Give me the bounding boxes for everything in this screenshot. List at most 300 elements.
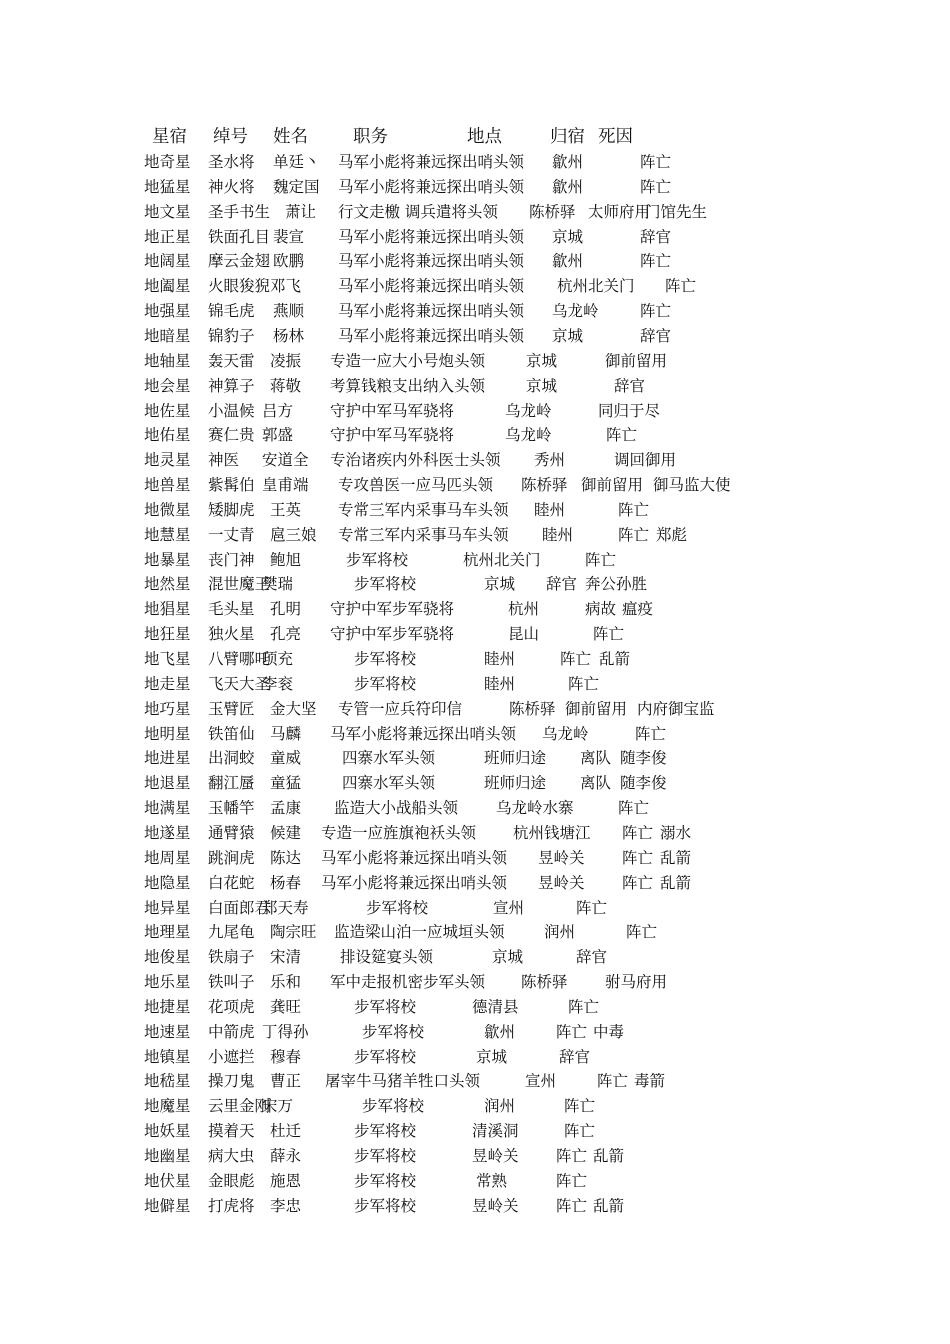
row-nickname: 丧门神	[208, 550, 255, 569]
row-nickname: 神火将	[208, 177, 255, 196]
table-row	[0, 871, 950, 895]
row-cause: 乱箭	[599, 650, 631, 668]
row-fate: 离队	[580, 774, 612, 793]
row-duty: 马军小彪将兼远探出哨头领	[330, 724, 517, 743]
row-nickname: 金眼彪	[208, 1171, 255, 1190]
row-duty: 监造梁山泊一应城垣头领	[334, 923, 505, 942]
row-duty: 专造一应大小号炮头领	[330, 351, 486, 370]
row-place: 睦州	[484, 674, 516, 693]
row-duty: 四寨水军头领	[342, 749, 436, 768]
row-name: 童威	[270, 749, 302, 768]
table-row	[0, 1094, 950, 1118]
row-nickname: 小温候	[208, 401, 255, 420]
row-star: 地僻星	[144, 1196, 191, 1215]
row-nickname: 锦毛虎	[208, 302, 255, 321]
table-row	[0, 995, 950, 1019]
row-fate: 病故	[585, 600, 617, 619]
row-nickname: 飞天大圣	[208, 674, 271, 693]
row-duty: 步军将校	[366, 898, 429, 917]
row-duty: 步军将校	[354, 575, 417, 594]
row-place: 京城	[552, 326, 584, 345]
row-place: 润州	[544, 923, 576, 942]
row-star: 地奇星	[144, 153, 191, 171]
row-duty: 马军小彪将兼远探出哨头领	[338, 227, 525, 246]
row-name: 宋清	[270, 948, 302, 967]
row-nickname: 出洞蛟	[208, 749, 255, 768]
row-nickname: 白面郎君	[208, 898, 271, 917]
row-star: 地灵星	[144, 451, 191, 470]
row-fate: 阵亡	[665, 277, 697, 296]
row-cause: 中毒	[593, 1022, 625, 1041]
row-place: 京城	[526, 376, 558, 395]
row-place: 乌龙岭水寨	[496, 799, 574, 818]
row-nickname: 玉幡竿	[208, 799, 255, 818]
table-row	[0, 597, 950, 621]
row-star: 地微星	[144, 500, 191, 519]
table-row	[0, 647, 950, 671]
table-row	[0, 771, 950, 795]
table-row	[0, 746, 950, 770]
row-place: 歙州	[552, 153, 584, 171]
table-row	[0, 1069, 950, 1093]
row-place: 京城	[484, 575, 516, 594]
row-nickname: 病大虫	[208, 1147, 255, 1165]
row-duty: 马军小彪将兼远探出哨头领	[321, 848, 508, 867]
table-row	[0, 225, 950, 249]
row-fate: 阵亡	[556, 1196, 588, 1215]
row-fate: 阵亡	[640, 177, 672, 196]
table-row	[0, 374, 950, 398]
row-duty: 步军将校	[354, 674, 417, 693]
row-nickname: 紫髯伯	[208, 476, 255, 495]
row-name: 金大坚	[270, 699, 317, 718]
row-star: 地捷星	[144, 997, 191, 1016]
row-duty: 专治诸疾内外科医士头领	[330, 451, 501, 470]
row-star: 地正星	[144, 227, 191, 246]
row-name: 安道全	[262, 451, 309, 470]
row-name: 吕方	[262, 401, 294, 420]
row-name: 邓飞	[270, 277, 302, 296]
table-row	[0, 672, 950, 696]
row-nickname: 毛头星	[208, 600, 255, 619]
table-row	[0, 399, 950, 423]
row-nickname: 轰天雷	[208, 351, 255, 370]
row-fate: 阵亡	[576, 898, 608, 917]
row-place: 睦州	[484, 650, 516, 668]
row-place: 歙州	[552, 177, 584, 196]
table-row	[0, 1045, 950, 1069]
row-fate: 阵亡	[640, 252, 672, 271]
table-row	[0, 622, 950, 646]
row-place: 杭州北关门	[463, 550, 541, 569]
row-nickname: 矮脚虎	[208, 500, 255, 519]
row-fate: 阵亡	[585, 550, 617, 569]
row-cause: 随李俊	[620, 749, 667, 768]
row-name: 王英	[270, 500, 302, 519]
row-name: 裴宣	[273, 227, 305, 246]
row-duty: 马军小彪将兼远探出哨头领	[338, 302, 525, 321]
row-duty: 屠宰牛马猪羊牲口头领	[325, 1072, 481, 1091]
row-star: 地飞星	[144, 650, 191, 668]
row-star: 地狂星	[144, 625, 191, 644]
row-fate: 阵亡	[622, 848, 654, 867]
table-row	[0, 697, 950, 721]
row-duty: 军中走报机密步军头领	[330, 973, 486, 992]
row-fate: 辞官	[559, 1047, 591, 1066]
table-header	[0, 125, 950, 149]
table-row	[0, 200, 950, 224]
row-nickname: 打虎将	[208, 1196, 255, 1215]
row-cause: 随李俊	[620, 774, 667, 793]
row-duty: 马军小彪将兼远探出哨头领	[338, 153, 525, 171]
table-row	[0, 548, 950, 572]
row-name: 乐和	[270, 973, 302, 992]
row-duty: 马军小彪将兼远探出哨头领	[321, 873, 508, 892]
row-cause: 郑彪	[656, 525, 688, 544]
header-cell: 职务	[353, 127, 388, 147]
row-place: 杭州钱塘江	[513, 823, 591, 842]
row-fate: 辞官	[640, 227, 672, 246]
row-star: 地兽星	[144, 476, 191, 495]
row-name: 宋万	[262, 1097, 294, 1116]
row-place: 宣州	[525, 1072, 557, 1091]
row-name: 杜迁	[270, 1122, 302, 1141]
row-place: 陈桥驿	[521, 476, 568, 495]
header-cell: 归宿	[550, 127, 585, 147]
row-star: 地嵇星	[144, 1072, 191, 1091]
row-star: 地轴星	[144, 351, 191, 370]
table-row	[0, 1020, 950, 1044]
row-name: 郑天寿	[262, 898, 309, 917]
row-star: 地妖星	[144, 1122, 191, 1141]
table-row	[0, 896, 950, 920]
row-place: 歙州	[552, 252, 584, 271]
row-fate: 辞官	[614, 376, 646, 395]
row-place: 德清县	[472, 997, 519, 1016]
row-fate: 阵亡	[626, 923, 658, 942]
row-name: 龚旺	[270, 997, 302, 1016]
row-name: 童猛	[270, 774, 302, 793]
row-cause: 奔公孙胜	[585, 575, 648, 594]
row-place: 乌龙岭	[552, 302, 599, 321]
row-name: 陈达	[270, 848, 302, 867]
row-fate: 离队	[580, 749, 612, 768]
row-duty: 专管一应兵符印信	[338, 699, 463, 718]
row-nickname: 九尾龟	[208, 923, 255, 942]
row-place: 昱岭关	[538, 873, 585, 892]
row-cause: 毒箭	[634, 1072, 666, 1091]
row-nickname: 通臂猿	[208, 823, 255, 842]
row-fate: 阵亡	[556, 1171, 588, 1190]
row-place: 杭州	[508, 600, 540, 619]
row-fate: 阵亡	[606, 426, 638, 445]
row-star: 地俊星	[144, 948, 191, 967]
row-name: 魏定国	[273, 177, 320, 196]
header-cell: 死因	[598, 127, 633, 147]
row-nickname: 操刀鬼	[208, 1072, 255, 1091]
row-place: 昆山	[508, 625, 540, 644]
row-star: 地暗星	[144, 326, 191, 345]
row-fate: 调回御用	[614, 451, 677, 470]
row-name: 项充	[262, 650, 294, 668]
row-fate: 阵亡	[622, 873, 654, 892]
row-nickname: 一丈青	[208, 525, 255, 544]
row-duty: 守护中军马军骁将	[330, 401, 455, 420]
row-nickname: 云里金刚	[208, 1097, 271, 1116]
row-name: 穆春	[270, 1047, 302, 1066]
table-row	[0, 920, 950, 944]
row-name: 扈三娘	[270, 525, 317, 544]
row-nickname: 玉臂匠	[208, 699, 255, 718]
row-fate: 太师府用	[588, 202, 651, 221]
row-star: 地然星	[144, 575, 191, 594]
table-row	[0, 796, 950, 820]
row-fate: 阵亡	[618, 525, 650, 544]
row-place: 乌龙岭	[505, 426, 552, 445]
row-duty: 步军将校	[354, 1147, 417, 1165]
row-fate: 阵亡	[568, 997, 600, 1016]
row-place: 乌龙岭	[542, 724, 589, 743]
row-duty: 步军将校	[354, 1171, 417, 1190]
row-duty: 马军小彪将兼远探出哨头领	[338, 277, 525, 296]
row-place: 杭州北关门	[557, 277, 635, 296]
table-row	[0, 945, 950, 969]
row-place: 清溪洞	[472, 1122, 519, 1141]
row-nickname: 翻江蜃	[208, 774, 255, 793]
table-row	[0, 970, 950, 994]
row-fate: 阵亡	[618, 500, 650, 519]
row-star: 地伏星	[144, 1171, 191, 1190]
row-fate: 阵亡	[568, 674, 600, 693]
row-duty: 专常三军内采事马车头领	[338, 525, 509, 544]
row-duty: 步军将校	[346, 550, 409, 569]
row-place: 昱岭关	[538, 848, 585, 867]
row-nickname: 中箭虎	[208, 1022, 255, 1041]
row-duty: 马军小彪将兼远探出哨头领	[338, 177, 525, 196]
row-nickname: 花项虎	[208, 997, 255, 1016]
row-fate: 御前留用	[581, 476, 644, 495]
table-row	[0, 299, 950, 323]
row-star: 地乐星	[144, 973, 191, 992]
row-fate: 阵亡	[593, 625, 625, 644]
row-duty: 步军将校	[362, 1097, 425, 1116]
row-duty: 监造大小战船头领	[334, 799, 459, 818]
row-place: 京城	[552, 227, 584, 246]
row-duty: 步军将校	[354, 1047, 417, 1066]
row-fate: 阵亡	[556, 1147, 588, 1165]
row-fate: 阵亡	[564, 1122, 596, 1141]
row-star: 地异星	[144, 898, 191, 917]
row-nickname: 神医	[208, 451, 240, 470]
table-row	[0, 423, 950, 447]
row-name: 樊瑞	[262, 575, 294, 594]
row-name: 欧鹏	[273, 252, 305, 271]
row-duty: 步军将校	[354, 650, 417, 668]
row-cause: 乱箭	[660, 873, 692, 892]
row-name: 孔亮	[270, 625, 302, 644]
row-cause: 门馆先生	[645, 202, 708, 221]
row-duty: 马军小彪将兼远探出哨头领	[338, 326, 525, 345]
row-nickname: 白花蛇	[208, 873, 255, 892]
row-star: 地会星	[144, 376, 191, 395]
row-star: 地慧星	[144, 525, 191, 544]
row-nickname: 圣手书生	[208, 202, 271, 221]
row-duty: 马军小彪将兼远探出哨头领	[338, 252, 525, 271]
row-name: 燕顺	[273, 302, 305, 321]
row-place: 京城	[476, 1047, 508, 1066]
row-nickname: 跳涧虎	[208, 848, 255, 867]
row-nickname: 摩云金翅	[208, 252, 271, 271]
row-star: 地速星	[144, 1022, 191, 1041]
header-cell: 地点	[467, 127, 502, 147]
row-place: 京城	[526, 351, 558, 370]
table-row	[0, 324, 950, 348]
row-place: 班师归途	[484, 774, 547, 793]
row-nickname: 铁扇子	[208, 948, 255, 967]
header-cell: 姓名	[273, 127, 308, 147]
row-star: 地阔星	[144, 252, 191, 271]
row-star: 地巧星	[144, 699, 191, 718]
table-row	[0, 1119, 950, 1143]
row-name: 杨春	[270, 873, 302, 892]
table-row	[0, 498, 950, 522]
row-fate: 阵亡	[622, 823, 654, 842]
row-duty: 步军将校	[354, 1196, 417, 1215]
table-row	[0, 175, 950, 199]
row-place: 陈桥驿	[509, 699, 556, 718]
row-duty: 守护中军步军骁将	[330, 625, 455, 644]
row-fate: 御前留用	[605, 351, 668, 370]
row-fate: 阵亡	[635, 724, 667, 743]
row-fate: 阵亡	[597, 1072, 629, 1091]
row-fate: 御前留用	[565, 699, 628, 718]
row-star: 地理星	[144, 923, 191, 942]
row-duty: 排设筵宴头领	[340, 948, 434, 967]
row-nickname: 圣水将	[208, 153, 255, 171]
row-name: 陶宗旺	[270, 923, 317, 942]
row-name: 施恩	[270, 1171, 302, 1190]
row-place: 睦州	[542, 525, 574, 544]
row-duty: 步军将校	[354, 997, 417, 1016]
row-place: 宣州	[493, 898, 525, 917]
table-row	[0, 821, 950, 845]
table-row	[0, 448, 950, 472]
table-row	[0, 722, 950, 746]
row-star: 地猖星	[144, 600, 191, 619]
row-place: 京城	[492, 948, 524, 967]
table-row	[0, 1169, 950, 1193]
row-star: 地走星	[144, 674, 191, 693]
row-cause: 内府御宝监	[637, 699, 715, 718]
row-star: 地镇星	[144, 1047, 191, 1066]
row-name: 凌振	[270, 351, 302, 370]
row-duty: 四寨水军头领	[342, 774, 436, 793]
table-row	[0, 349, 950, 373]
row-place: 昱岭关	[472, 1147, 519, 1165]
row-name: 李忠	[270, 1196, 302, 1215]
row-name: 蒋敬	[270, 376, 302, 395]
table-row	[0, 846, 950, 870]
row-place: 常熟	[476, 1171, 508, 1190]
row-star: 地佑星	[144, 426, 191, 445]
row-fate: 阵亡	[618, 799, 650, 818]
row-star: 地满星	[144, 799, 191, 818]
row-fate: 辞官	[546, 575, 578, 594]
row-name: 鲍旭	[270, 550, 302, 569]
row-duty: 考算钱粮支出纳入头领	[330, 376, 486, 395]
row-nickname: 锦豹子	[208, 326, 255, 345]
row-star: 地进星	[144, 749, 191, 768]
row-nickname: 混世魔王	[208, 575, 271, 594]
row-place: 班师归途	[484, 749, 547, 768]
row-name: 候建	[270, 823, 302, 842]
row-star: 地强星	[144, 302, 191, 321]
row-nickname: 铁笛仙	[208, 724, 255, 743]
table-row	[0, 150, 950, 174]
row-name: 郭盛	[262, 426, 294, 445]
row-fate: 阵亡	[560, 650, 592, 668]
row-name: 马麟	[270, 724, 302, 743]
row-fate: 辞官	[576, 948, 608, 967]
row-duty: 专造一应旌旗袍袄头领	[321, 823, 477, 842]
row-nickname: 赛仁贵	[208, 426, 255, 445]
row-nickname: 铁面孔目	[208, 227, 271, 246]
row-place: 秀州	[534, 451, 566, 470]
row-name: 杨林	[273, 326, 305, 345]
row-star: 地阖星	[144, 277, 191, 296]
row-nickname: 小遮拦	[208, 1047, 255, 1066]
row-duty: 守护中军马军骁将	[330, 426, 455, 445]
row-duty: 专常三军内采事马车头领	[338, 500, 509, 519]
row-name: 丁得孙	[262, 1022, 309, 1041]
table-row	[0, 1194, 950, 1218]
row-place: 睦州	[534, 500, 566, 519]
row-name: 孔明	[270, 600, 302, 619]
table-row	[0, 523, 950, 547]
row-place: 乌龙岭	[505, 401, 552, 420]
row-star: 地魔星	[144, 1097, 191, 1116]
row-nickname: 摸着天	[208, 1122, 255, 1141]
row-nickname: 火眼狻猊	[208, 277, 271, 296]
row-star: 地猛星	[144, 177, 191, 196]
row-name: 李衮	[262, 674, 294, 693]
row-star: 地明星	[144, 724, 191, 743]
row-fate: 驸马府用	[605, 973, 668, 992]
row-name: 薛永	[270, 1147, 302, 1165]
row-star: 地隐星	[144, 873, 191, 892]
row-name: 单廷丶	[273, 153, 320, 171]
row-duty: 守护中军步军骁将	[330, 600, 455, 619]
row-name: 萧让	[285, 202, 317, 221]
row-fate: 阵亡	[556, 1022, 588, 1041]
row-cause: 溺水	[660, 823, 692, 842]
row-fate: 阵亡	[564, 1097, 596, 1116]
row-star: 地幽星	[144, 1147, 191, 1165]
table-row	[0, 473, 950, 497]
row-star: 地佐星	[144, 401, 191, 420]
table-row	[0, 274, 950, 298]
row-duty: 专攻兽医一应马匹头领	[338, 476, 494, 495]
table-row	[0, 572, 950, 596]
row-fate: 阵亡	[640, 153, 672, 171]
row-star: 地文星	[144, 202, 191, 221]
row-star: 地遂星	[144, 823, 191, 842]
row-fate: 阵亡	[640, 302, 672, 321]
header-cell: 绰号	[213, 127, 248, 147]
table-row	[0, 249, 950, 273]
row-fate: 辞官	[640, 326, 672, 345]
row-star: 地暴星	[144, 550, 191, 569]
